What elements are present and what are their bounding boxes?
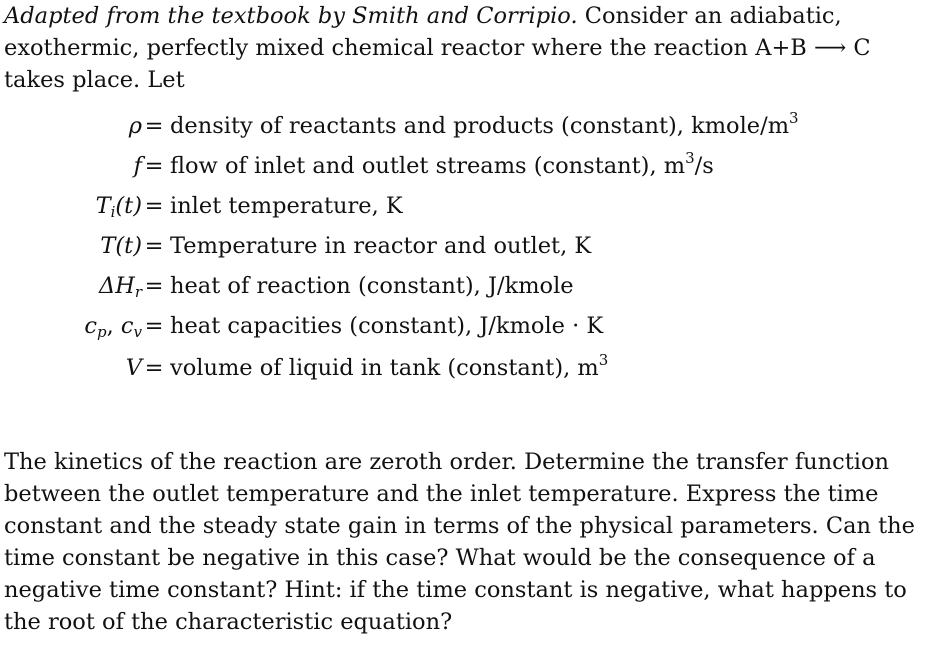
definition-symbol: $c_p$, $c_v$ [84,313,142,341]
equals-sign: = [144,313,164,339]
reaction-product: C [853,35,871,61]
intro-text-end: takes place. Let [4,67,185,93]
intro-paragraph [4,0,938,96]
source-citation: Adapted from the textbook by Smith and Corripio. [4,3,578,29]
definition-meaning: heat of reaction (constant), J/kmole [170,273,574,299]
definition-meaning: flow of inlet and outlet streams (constant), $m^3/s$ [170,149,714,179]
intro-text: Consider an adiabatic, exothermic, perfectly mixed chemical reactor where the reaction A+B [4,3,842,61]
definition-meaning: heat capacities (constant), J/kmole · K [170,313,604,339]
definition-meaning: density of reactants and products (constant), kmole/$m^3$ [170,109,799,139]
equals-sign: = [144,355,164,381]
definition-symbol: T(t) [100,233,142,259]
definition-meaning: Temperature in reactor and outlet, K [170,233,592,259]
equals-sign: = [144,193,164,219]
definition-meaning: volume of liquid in tank (constant), $m^3$ [170,351,609,381]
definition-symbol: $\Delta H_r$ [98,273,142,301]
definition-symbol: $T_i(t)$ [95,193,142,221]
definition-symbol: ρ [128,113,142,139]
equals-sign: = [144,273,164,299]
definition-symbol: V [125,355,142,381]
equals-sign: = [144,113,164,139]
reaction-arrow: ⟶ [813,35,847,61]
equals-sign: = [144,233,164,259]
definition-meaning: inlet temperature, K [170,193,403,219]
definition-symbol: f [133,153,142,179]
question-paragraph: The kinetics of the reaction are zeroth order. Determine the transfer function between the outlet temperature and the inlet temperature. Express the time constant and the steady state gain in terms of the physical parameters. Can the time constant be negative in this case? What would be the consequence of a negative time constant? Hint: if the time constant is negative, what happens to the root of the characteristic equation? [4,449,915,635]
equals-sign: = [144,153,164,179]
